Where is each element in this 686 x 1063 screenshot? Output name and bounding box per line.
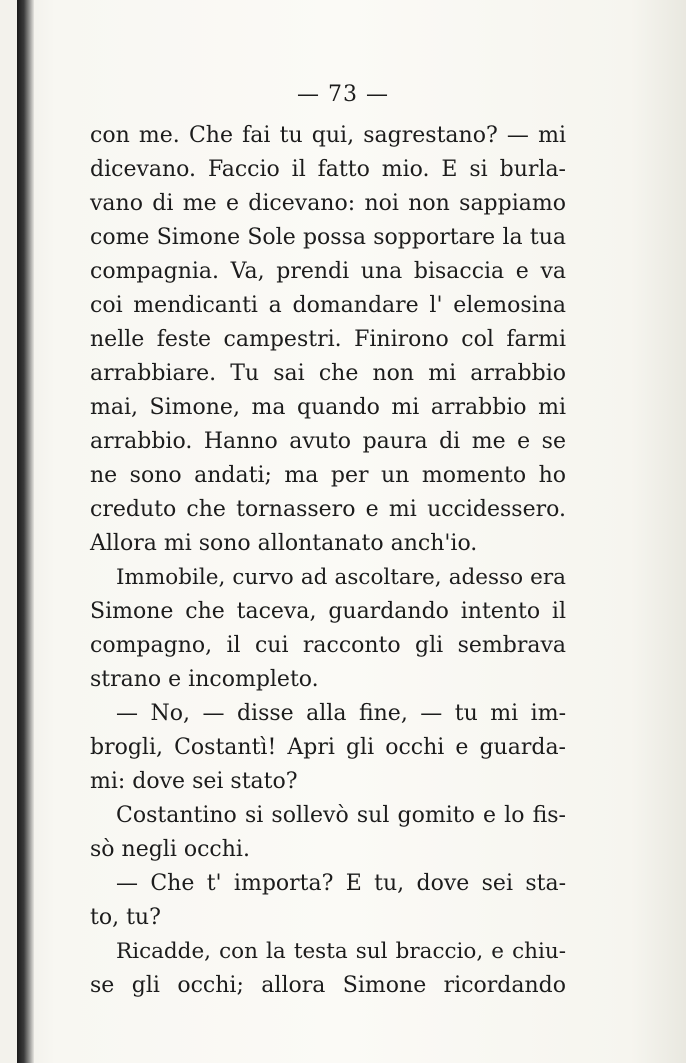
paragraph-start-line: Ricadde, con la testa sul braccio, e chiu- [116,939,566,964]
text-line: come Simone Sole possa sopportare la tua [90,225,566,250]
text-line: ne sono andati; ma per un momento ho [90,463,566,488]
page-number: — 73 — [297,82,389,107]
text-line: compagnia. Va, prendi una bisaccia e va [90,259,566,284]
paragraph-end-line: to, tu? [90,905,161,930]
body-text [90,119,566,1003]
text-line: creduto che tornassero e mi uccidessero. [90,497,566,522]
paragraph-end-line: strano e incompleto. [90,667,319,692]
text-line: compagno, il cui racconto gli sembrava [90,633,566,658]
paragraph-start-line: — No, — disse alla fine, — tu mi im- [116,701,566,726]
text-line: con me. Che fai tu qui, sagrestano? — mi [90,123,566,148]
paragraph-start-line: — Che t' importa? E tu, dove sei sta- [116,871,566,896]
text-line: se gli occhi; allora Simone ricordando [90,973,566,998]
text-line: mai, Simone, ma quando mi arrabbio mi [90,395,566,420]
paragraph-start-line: Immobile, curvo ad ascoltare, adesso era [116,565,566,590]
paragraph-end-line: Allora mi sono allontanato anch'io. [90,531,478,556]
text-line: vano di me e dicevano: noi non sappiamo [90,191,566,216]
paragraph-end-line: sò negli occhi. [90,837,250,862]
paragraph-start-line: Costantino si sollevò sul gomito e lo fis- [116,803,566,828]
text-line: brogli, Costantì! Apri gli occhi e guarda- [90,735,566,760]
text-line: arrabbiare. Tu sai che non mi arrabbio [90,361,566,386]
text-line: dicevano. Faccio il fatto mio. E si burla- [90,157,566,182]
text-line: Simone che taceva, guardando intento il [90,599,566,624]
book-spine-shadow [17,0,34,1063]
text-line: arrabbio. Hanno avuto paura di me e se [90,429,566,454]
page-edge [0,0,17,1063]
text-line: nelle feste campestri. Finirono col farmi [90,327,566,352]
paragraph-end-line: mi: dove sei stato? [90,769,298,794]
text-line: coi mendicanti a domandare l' elemosina [90,293,566,318]
